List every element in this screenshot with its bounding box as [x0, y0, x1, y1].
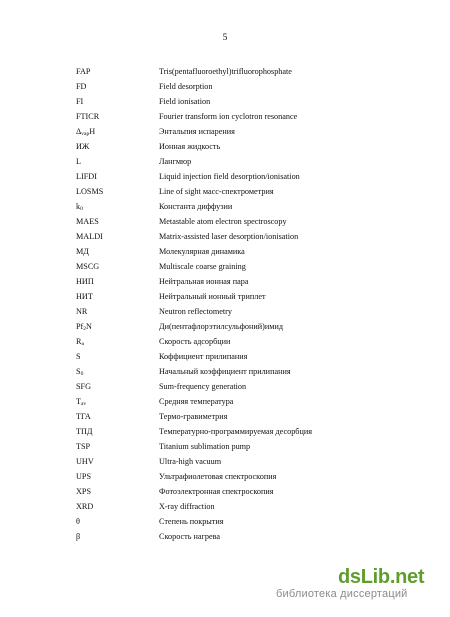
- abbreviation-row: [76, 454, 376, 469]
- abbreviation-row: [76, 79, 376, 94]
- abbreviation-definition: Ди(пентафлорэтилсульфоний)имид: [159, 322, 283, 331]
- abbreviation-term: [76, 259, 159, 274]
- term-symbol: НИП: [76, 277, 94, 286]
- abbreviation-row: [76, 244, 376, 259]
- abbreviation-row: [76, 424, 376, 439]
- abbreviations-list: [76, 64, 376, 544]
- abbreviation-definition: Matrix-assisted laser desorption/ionisation: [159, 232, 299, 241]
- term-symbol: XRD: [76, 502, 94, 511]
- abbreviation-definition: Температурно-программируемая десорбция: [159, 427, 312, 436]
- abbreviation-definition: Молекулярная динамика: [159, 247, 245, 256]
- abbreviation-term: [76, 214, 159, 229]
- term-subscript: 0: [80, 206, 83, 212]
- watermark-logo: dsLib.net: [338, 566, 425, 588]
- abbreviation-term: [76, 484, 159, 499]
- abbreviation-definition: Ультрафиолетовая спектроскопия: [159, 472, 277, 481]
- abbreviation-row: [76, 139, 376, 154]
- abbreviation-term: [76, 379, 159, 394]
- term-symbol: Δ: [76, 127, 82, 136]
- term-symbol: FD: [76, 82, 87, 91]
- abbreviation-definition: Line of sight масс-спектрометрия: [159, 187, 274, 196]
- abbreviation-term: [76, 124, 159, 139]
- dslib-watermark: [276, 566, 425, 600]
- abbreviation-term: [76, 529, 159, 544]
- term-symbol: MSCG: [76, 262, 100, 271]
- abbreviation-term: [76, 499, 159, 514]
- abbreviation-definition: Fourier transform ion cyclotron resonance: [159, 112, 298, 121]
- abbreviation-row: [76, 109, 376, 124]
- abbreviation-definition: Ultra-high vacuum: [159, 457, 222, 466]
- term-subscript: vap: [81, 131, 90, 137]
- abbreviation-row: [76, 124, 376, 139]
- term-symbol: FTICR: [76, 112, 100, 121]
- abbreviation-definition: Field desorption: [159, 82, 213, 91]
- abbreviation-row: [76, 214, 376, 229]
- term-symbol: UHV: [76, 457, 94, 466]
- term-symbol: НИТ: [76, 292, 93, 301]
- term-symbol: β: [76, 532, 81, 541]
- abbreviation-term: [76, 274, 159, 289]
- abbreviation-row: [76, 499, 376, 514]
- term-symbol: FI: [76, 97, 84, 106]
- term-symbol: NR: [76, 307, 88, 316]
- term-symbol: S: [76, 352, 81, 361]
- abbreviation-definition: Скорость нагрева: [159, 532, 220, 541]
- term-subscript: 2: [83, 326, 87, 332]
- abbreviation-term: [76, 514, 159, 529]
- abbreviation-term: [76, 409, 159, 424]
- abbreviation-row: [76, 469, 376, 484]
- abbreviation-term: [76, 154, 159, 169]
- abbreviation-row: [76, 304, 376, 319]
- term-symbol: R: [76, 337, 82, 346]
- abbreviation-term: [76, 319, 159, 334]
- abbreviation-term: [76, 184, 159, 199]
- abbreviation-definition: Field ionisation: [159, 97, 211, 106]
- abbreviation-definition: Нейтральный ионный триплет: [159, 292, 266, 301]
- term-symbol: T: [76, 397, 82, 406]
- term-symbol: FAP: [76, 67, 91, 76]
- abbreviation-row: [76, 484, 376, 499]
- abbreviation-row: [76, 514, 376, 529]
- abbreviation-definition: Коффициент прилипания: [159, 352, 248, 361]
- abbreviation-definition: Multiscale coarse graining: [159, 262, 246, 271]
- abbreviation-row: [76, 199, 376, 214]
- term-suffix: N: [86, 322, 92, 331]
- page-number: 5: [222, 33, 228, 43]
- watermark-tagline: библиотека диссертаций: [276, 588, 408, 600]
- term-symbol: Pf: [76, 322, 84, 331]
- abbreviation-term: [76, 334, 159, 349]
- term-symbol: MAES: [76, 217, 99, 226]
- term-symbol: SFG: [76, 382, 92, 391]
- abbreviation-term: [76, 454, 159, 469]
- abbreviation-row: [76, 529, 376, 544]
- abbreviation-term: [76, 169, 159, 184]
- abbreviation-definition: Степень покрытия: [159, 517, 224, 526]
- abbreviation-term: [76, 79, 159, 94]
- term-symbol: S: [76, 367, 81, 376]
- abbreviation-definition: Liquid injection field desorption/ionisation: [159, 172, 300, 181]
- abbreviation-row: [76, 289, 376, 304]
- abbreviation-definition: Средняя температура: [159, 397, 234, 406]
- abbreviation-definition: Константа диффузии: [159, 202, 233, 211]
- abbreviation-definition: Titanium sublimation pump: [159, 442, 251, 451]
- abbreviation-definition: Нейтральная ионная пара: [159, 277, 249, 286]
- term-symbol: MALDI: [76, 232, 103, 241]
- term-symbol: θ: [76, 517, 80, 526]
- term-symbol: LOSMS: [76, 187, 104, 196]
- abbreviation-row: [76, 379, 376, 394]
- abbreviation-row: [76, 364, 376, 379]
- term-symbol: UPS: [76, 472, 92, 481]
- term-subscript: a: [81, 341, 84, 347]
- term-symbol: LIFDI: [76, 172, 97, 181]
- abbreviation-term: [76, 424, 159, 439]
- term-symbol: L: [76, 157, 82, 166]
- abbreviation-row: [76, 64, 376, 79]
- abbreviation-row: [76, 229, 376, 244]
- abbreviation-term: [76, 364, 159, 379]
- abbreviation-definition: Скорость адсорбции: [159, 337, 231, 346]
- abbreviation-term: [76, 394, 159, 409]
- abbreviation-term: [76, 244, 159, 259]
- abbreviation-row: [76, 409, 376, 424]
- abbreviation-definition: Ионная жидкость: [159, 142, 221, 151]
- term-symbol: ТГА: [76, 412, 91, 421]
- abbreviation-definition: X-ray diffraction: [159, 502, 215, 511]
- abbreviation-definition: Лангмюр: [159, 157, 192, 166]
- abbreviation-term: [76, 139, 159, 154]
- term-subscript: av: [81, 401, 87, 407]
- term-symbol: ТПД: [76, 427, 93, 436]
- abbreviation-row: [76, 334, 376, 349]
- abbreviation-row: [76, 274, 376, 289]
- term-symbol: XPS: [76, 487, 92, 496]
- abbreviation-term: [76, 229, 159, 244]
- term-symbol: ИЖ: [76, 142, 90, 151]
- term-suffix: H: [89, 127, 96, 136]
- abbreviation-row: [76, 319, 376, 334]
- abbreviation-row: [76, 154, 376, 169]
- abbreviation-definition: Tris(pentafluoroethyl)trifluorophosphate: [159, 67, 292, 76]
- abbreviation-row: [76, 169, 376, 184]
- abbreviation-definition: Фотоэлектронная спектроскопия: [159, 487, 274, 496]
- abbreviation-row: [76, 439, 376, 454]
- abbreviation-row: [76, 394, 376, 409]
- abbreviation-term: [76, 199, 159, 214]
- abbreviation-term: [76, 289, 159, 304]
- term-symbol: TSP: [76, 442, 91, 451]
- term-subscript: 0: [80, 371, 84, 377]
- abbreviation-row: [76, 94, 376, 109]
- abbreviation-row: [76, 349, 376, 364]
- abbreviation-definition: Начальный коэффициент прилипания: [159, 367, 291, 376]
- abbreviation-term: [76, 64, 159, 79]
- abbreviation-term: [76, 349, 159, 364]
- term-symbol: k: [76, 202, 81, 211]
- abbreviation-row: [76, 184, 376, 199]
- abbreviation-term: [76, 304, 159, 319]
- abbreviation-term: [76, 439, 159, 454]
- abbreviation-term: [76, 94, 159, 109]
- abbreviation-term: [76, 109, 159, 124]
- abbreviation-definition: Энтальпия испарения: [159, 127, 235, 136]
- abbreviation-term: [76, 469, 159, 484]
- term-symbol: МД: [76, 247, 89, 256]
- abbreviation-row: [76, 259, 376, 274]
- abbreviation-definition: Metastable atom electron spectroscopy: [159, 217, 287, 226]
- abbreviation-definition: Neutron reflectometry: [159, 307, 232, 316]
- abbreviation-definition: Sum-frequency generation: [159, 382, 247, 391]
- abbreviation-definition: Термо-гравиметрия: [159, 412, 228, 421]
